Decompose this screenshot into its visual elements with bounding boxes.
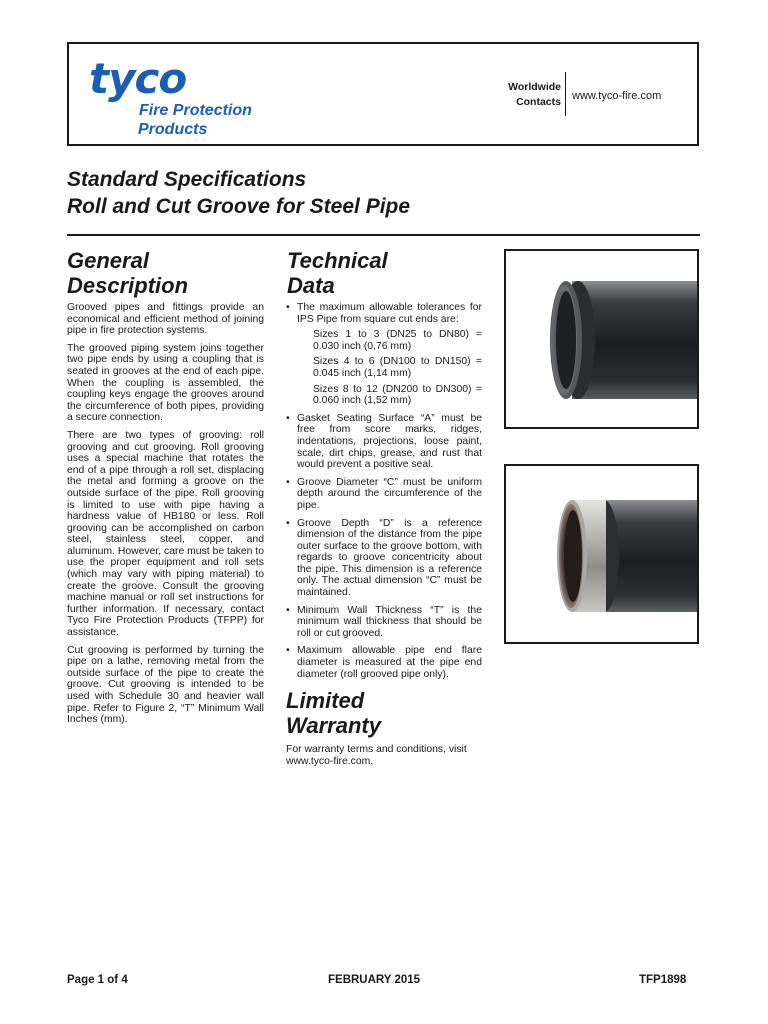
roll-grooved-pipe-image <box>506 251 697 427</box>
list-item: • Gasket Seating Surface “A” must be free from score marks, ridges, indentations, projections, loose paint, scale, dirt chips, grease, and rust that would prevent a positive seal. <box>286 412 482 471</box>
title-line-2: Roll and Cut Groove for Steel Pipe <box>67 195 411 218</box>
document-title <box>67 166 707 220</box>
website-link[interactable]: www.tyco-fire.com <box>572 90 662 102</box>
page-number: Page 1 of 4 <box>67 974 128 986</box>
general-paragraph-2: The grooved piping system joins together two pipe ends by using a coupling that is seated in grooves at the end of each pipe. When the coupling is assembled, the coupling keys engage the grooves around the circumference of both pipes, providing a secure connection. <box>67 342 264 424</box>
bullet-end-flare: Maximum allowable pipe end flare diameter is measured at the pipe end diameter (roll grooved pipe only). <box>297 645 482 680</box>
cut-grooved-pipe-image <box>506 466 697 642</box>
logo-wordmark: tyco <box>89 54 187 103</box>
bullet-min-wall-thickness: Minimum Wall Thickness “T” is the minimum wall thickness that should be roll or cut grooved. <box>297 604 482 639</box>
roll-groove-pipe-photo <box>504 249 699 429</box>
limited-warranty-heading: Limited Warranty <box>286 688 381 739</box>
title-line-1: Standard Specifications <box>67 168 307 191</box>
logo-tagline-products: Products <box>138 121 208 138</box>
size-tolerance-1: Sizes 1 to 3 (DN25 to DN80) = 0.030 inch (0,76 mm) <box>313 329 482 352</box>
technical-data-body <box>286 302 482 773</box>
technical-bullet-list <box>286 302 482 680</box>
header-box <box>67 42 699 146</box>
worldwide-contacts <box>487 80 561 110</box>
list-item: • The maximum allowable tolerances for IPS Pipe from square cut ends are: Sizes 1 to 3 (DN25 to DN80) = 0.030 inch (0,76 mm) Sizes 4 to 6 (DN100 to DN150) = 0.045 inch (1,14 mm) Sizes 8 to 12 (DN200 to DN300) = 0.060 inch (1,52 mm) <box>286 302 482 407</box>
technical-data-heading: Technical Data <box>287 248 388 298</box>
contacts-line-1: Worldwide <box>508 81 561 93</box>
general-description-heading: General Description <box>67 248 189 298</box>
general-paragraph-4: Cut grooving is performed by turning the pipe on a lathe, removing metal from the outside surface of the pipe to create the groove. Cut grooving is intended to be used with Schedule 30 and heavier wall pipe. Refer to Figure 2, “T” Minimum Wall Inches (mm). <box>67 644 264 726</box>
document-code: TFP1898 <box>639 974 687 986</box>
list-item: • Groove Diameter “C” must be uniform depth around the circumference of the pipe. <box>286 476 482 511</box>
tolerance-intro: The maximum allowable tolerances for IPS Pipe from square cut ends are: <box>297 302 482 325</box>
contacts-divider <box>565 72 566 116</box>
general-description-body <box>67 302 264 732</box>
logo-tagline-fire-protection: Fire Protection <box>139 102 252 119</box>
warranty-text: For warranty terms and conditions, visit www.tyco-fire.com. <box>286 744 467 767</box>
contacts-line-2: Contacts <box>516 96 561 108</box>
size-tolerance-3: Sizes 8 to 12 (DN200 to DN300) = 0.060 inch (1,52 mm) <box>313 383 482 407</box>
general-paragraph-1: Grooved pipes and fittings provide an economical and efficient method of joining pipe in fire protection systems. <box>67 302 264 337</box>
bullet-groove-diameter: Groove Diameter “C” must be uniform depth around the circumference of the pipe. <box>297 476 482 511</box>
title-divider <box>67 234 700 236</box>
tyco-logo[interactable] <box>89 54 279 138</box>
document-date: FEBRUARY 2015 <box>328 974 421 986</box>
list-item: • Maximum allowable pipe end flare diameter is measured at the pipe end diameter (roll grooved pipe only). <box>286 645 482 680</box>
list-item: • Minimum Wall Thickness “T” is the minimum wall thickness that should be roll or cut grooved. <box>286 604 482 639</box>
general-paragraph-3: There are two types of grooving: roll grooving and cut grooving. Roll grooving uses a special machine that rotates the end of a pipe through a roll set, displacing the metal and forming a groove on the outside surface of the pipe. Roll grooving is limited to use with pipe having a hardness value of HB180 or less. Roll grooving can be accomplished on carbon steel, stainless steel, copper, and aluminum. However, care must be taken to use the proper equipment and roll sets (which may vary with piping material) to create the groove. Consult the grooving machine manual or roll set instructions for further information. If necessary, contact Tyco Fire Protection Products (TFPP) for assistance. <box>67 429 264 639</box>
size-tolerance-2: Sizes 4 to 6 (DN100 to DN150) = 0.045 inch (1,14 mm) <box>313 356 482 379</box>
list-item: • Groove Depth “D” is a reference dimension of the distance from the pipe outer surface to the groove bottom, with regards to groove concentricity about the pipe. This dimension is a reference only. The actual dimension “C” must be maintained. <box>286 517 482 599</box>
cut-groove-pipe-photo <box>504 464 699 644</box>
bullet-gasket-seating: Gasket Seating Surface “A” must be free from score marks, ridges, indentations, projections, loose paint, scale, dirt chips, grease, and rust that would prevent a positive seal. <box>297 412 482 471</box>
bullet-groove-depth: Groove Depth “D” is a reference dimension of the distance from the pipe outer surface to the groove bottom, with regards to groove concentricity about the pipe. This dimension is a reference only. The actual dimension “C” must be maintained. <box>297 517 482 599</box>
